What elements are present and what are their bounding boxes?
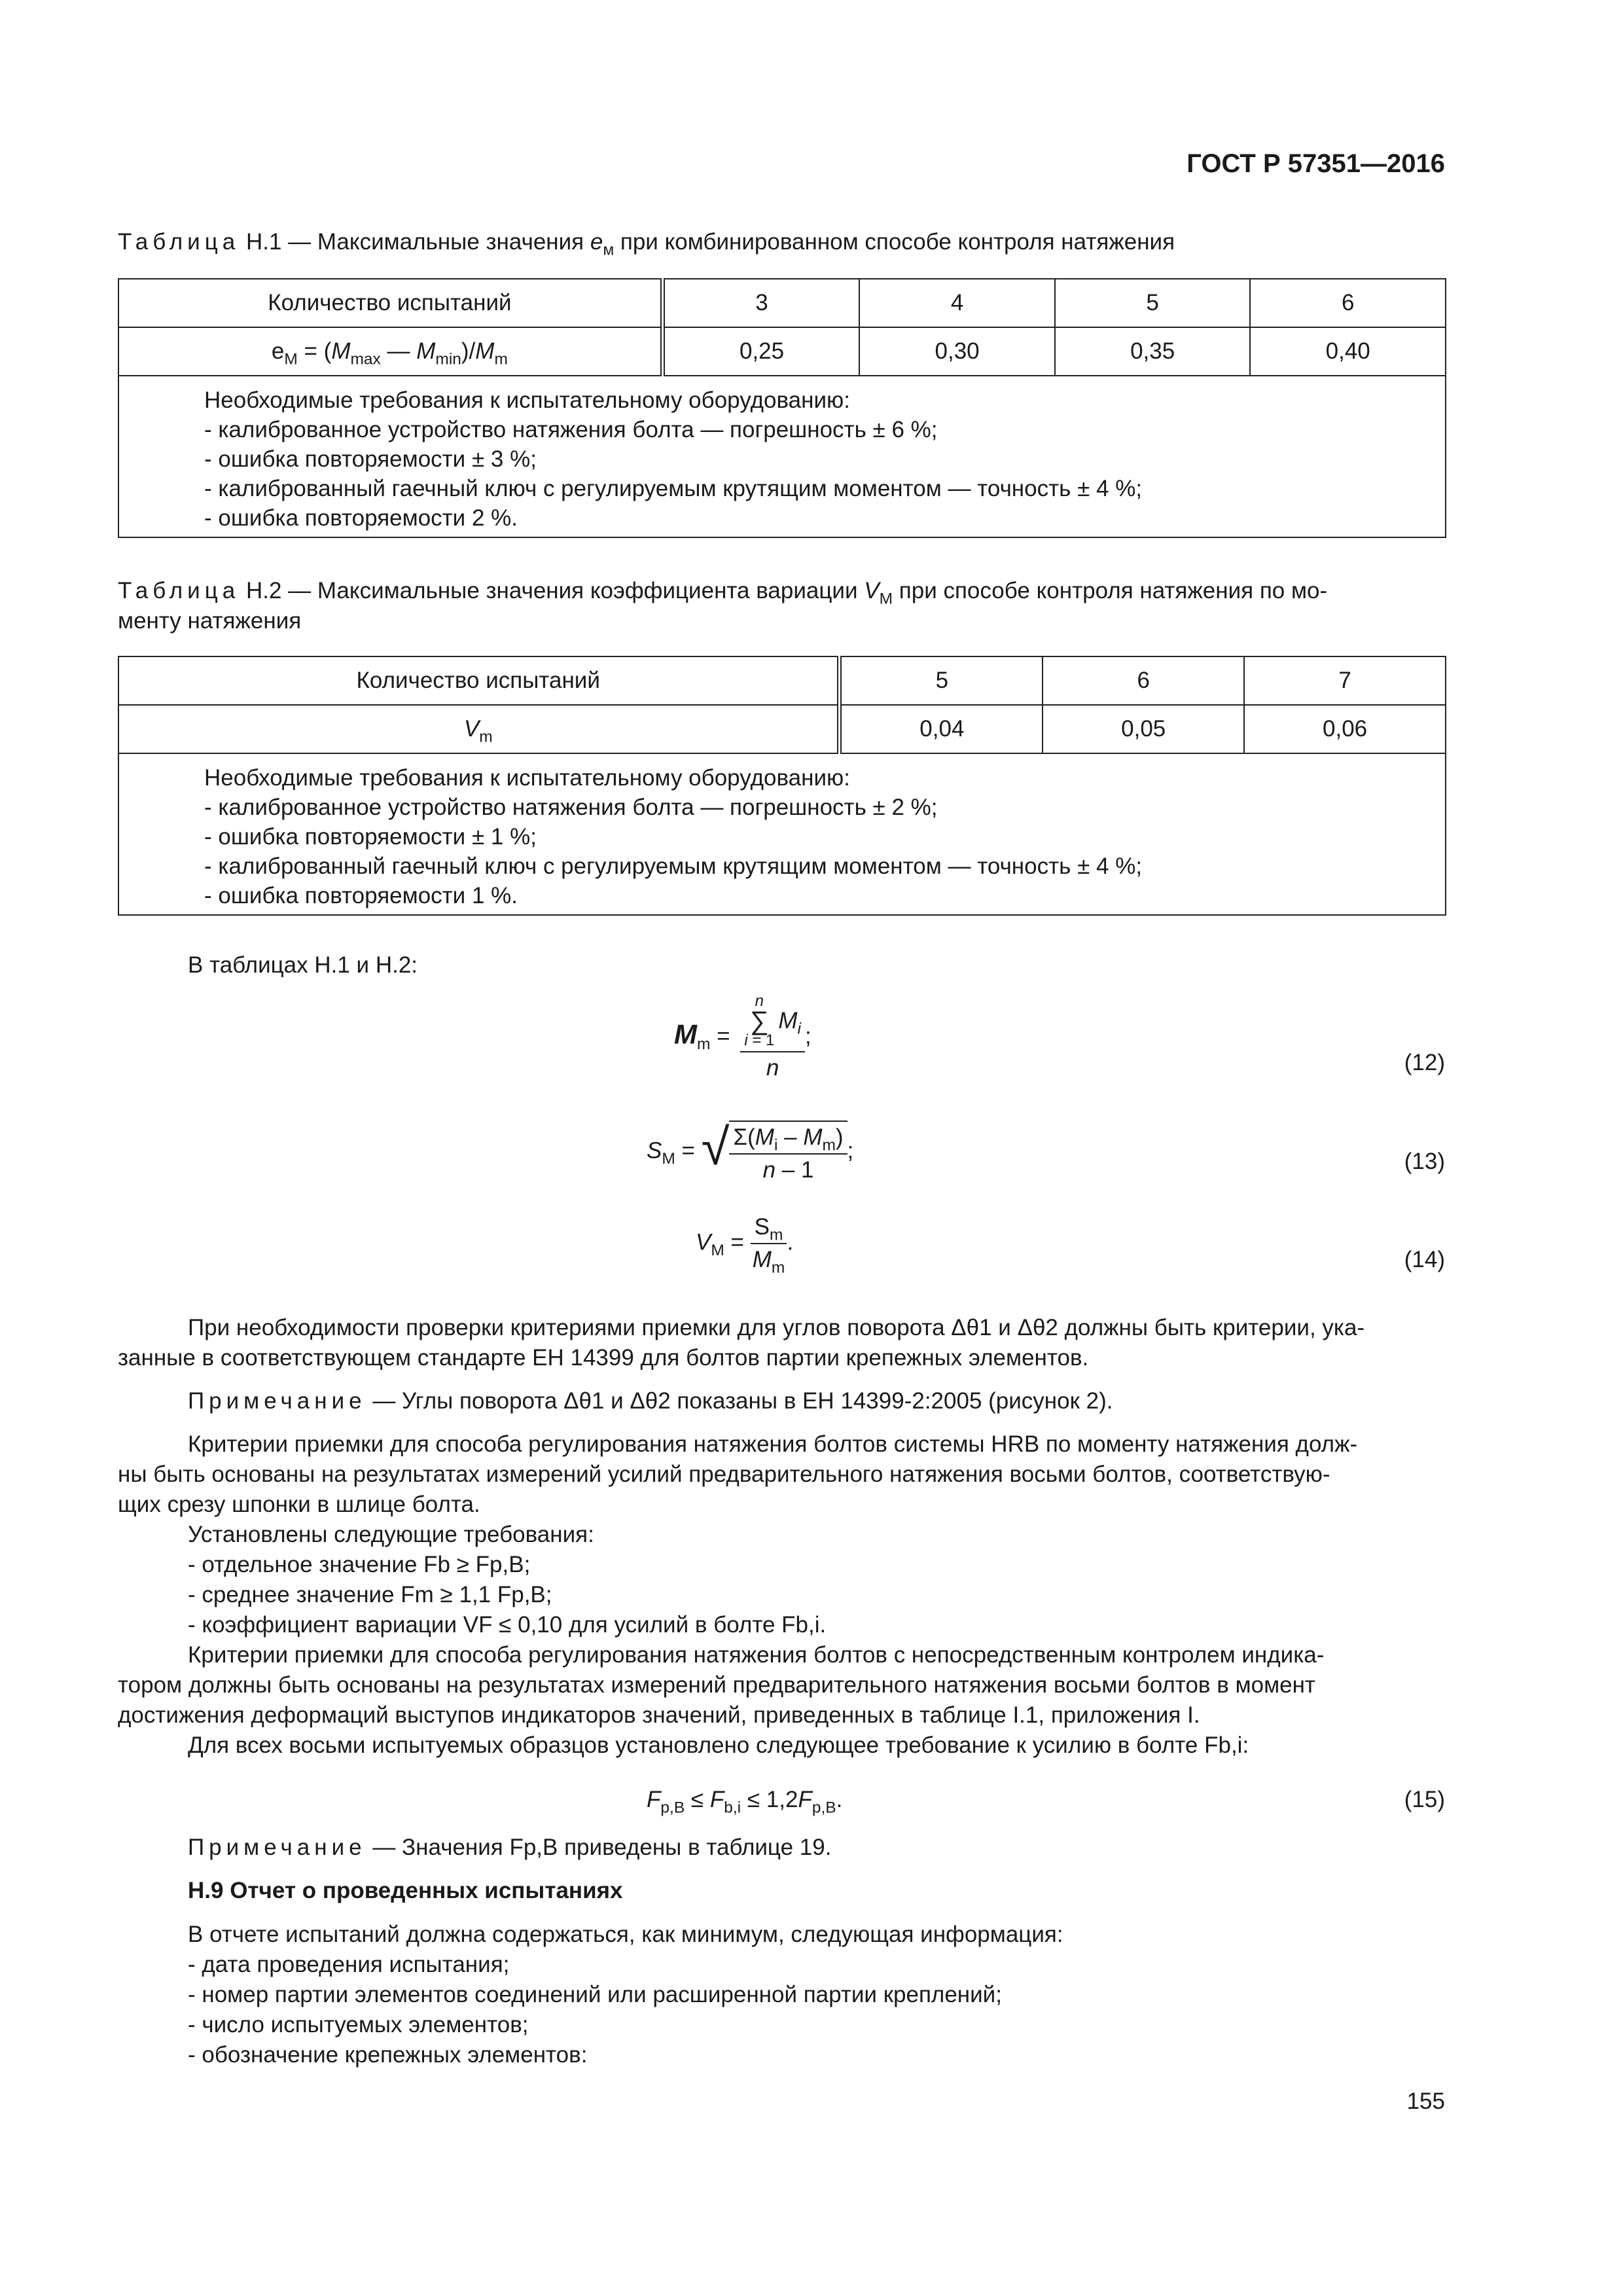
table2-notes: Необходимые требования к испытательному оборудованию: - калиброванное устройство натяжения болта — погрешность ± 2 %; - ошибка повторяемости ± 1 %; - калиброванный гаечный ключ с регулируемым крутящим моментом — точность ± 4 %; - ошибка повторяемости 1 %. [118, 753, 1446, 915]
table1-value-cell: 0,40 [1250, 327, 1446, 376]
table2-test-cell: 6 [1043, 656, 1244, 705]
table1-row-tests [118, 279, 1446, 327]
table1-value-cell: 0,30 [859, 327, 1055, 376]
equation-number-12: (12) [1404, 1050, 1445, 1075]
formula-12: $M_m$ = n ∑ i = 1 $M_i$ n ; [674, 992, 812, 1081]
table2-test-cell: 7 [1244, 656, 1446, 705]
table1-caption: Таблица Н.1 — Максимальные значения $е_м$ при комбинированном способе контроля натяжения [118, 229, 1175, 259]
table2-value-cell: 0,06 [1244, 705, 1446, 753]
table2-test-cell: 5 [840, 656, 1043, 705]
table2 [118, 656, 1446, 916]
table1-value-cell: 0,25 [662, 327, 859, 376]
list-item: - число испытуемых элементов; [188, 2012, 529, 2037]
note-1: Примечание — Углы поворота Δθ1 и Δθ2 показаны в ЕН 14399-2:2005 (рисунок 2). [188, 1388, 1113, 1414]
note-2: Примечание — Значения Fp,B приведены в таблице 19. [188, 1835, 832, 1860]
paragraph-hrb: Критерии приемки для способа регулирования натяжения болтов системы HRB по моменту натяжения долж- ны быть основаны на результатах измерений усилий предварительного натяжения восьми болтов, соответствую- щих срезу шпонки в шлице болта. Установлены следующие требования: - отдельное значение Fb ≥ Fp,B; - среднее значение Fm ≥ 1,1 Fp,B; - коэффициент вариации VF ≤ 0,10 для усилий в болте Fb,i. Критерии приемки для способа регулирования натяжения болтов с непосредственным контролем индика- тором должны быть основаны на результатах измерений предварительного натяжения восьми болтов в момент достижения деформаций выступов индикаторов значений, приведенных в таблице I.1, приложения I. Для всех восьми испытуемых образцов установлено следующее требование к усилию в болте Fb,i: [118, 1431, 1358, 1758]
table1-caption-label: Таблица [118, 229, 240, 255]
table2-row-tests [118, 656, 1446, 705]
table1-test-cell: 6 [1250, 279, 1446, 327]
equation-number-13: (13) [1404, 1149, 1445, 1174]
table2-row-notes [118, 753, 1446, 915]
note-2-label: Примечание [188, 1835, 366, 1860]
report-contents: В отчете испытаний должна содержаться, как минимум, следующая информация: - дата проведения испытания; - номер партии элементов соединений или расширенной партии креплений; - число испытуемых элементов; - обозначение крепежных элементов: [188, 1920, 1444, 2070]
table1-test-cell: 4 [859, 279, 1055, 327]
formula-15: $F_{p,B} \le F_{b,i} \le 1,2F_{p,B}$. [647, 1787, 843, 1817]
table2-caption-label: Таблица [118, 578, 240, 603]
table2-value-cell: 0,05 [1043, 705, 1244, 753]
table1 [118, 278, 1446, 538]
page-number: 155 [1406, 2089, 1445, 2114]
table1-value-cell: 0,35 [1055, 327, 1251, 376]
section-heading: Н.9 Отчет о проведенных испытаниях [188, 1878, 623, 1903]
table2-label-cell: $V_m$ [118, 705, 840, 753]
table2-caption: Таблица Н.2 — Максимальные значения коэффициента вариации $V_M$ при способе контроля натяжения по мо- менту натяжения [118, 578, 1328, 634]
table2-value-cell: 0,04 [840, 705, 1043, 753]
document-code: ГОСТ Р 57351—2016 [1186, 149, 1445, 178]
equation-number-15: (15) [1404, 1787, 1445, 1812]
table1-notes: Необходимые требования к испытательному оборудованию: - калиброванное устройство натяжения болта — погрешность ± 6 %; - ошибка повторяемости ± 3 %; - калиброванный гаечный ключ с регулируемым крутящим моментом — точность ± 4 %; - ошибка повторяемости 2 %. [118, 376, 1446, 537]
table1-header-cell: Количество испытаний [118, 279, 662, 327]
tables-intro: В таблицах Н.1 и Н.2: [188, 952, 418, 978]
paragraph-angles: При необходимости проверки критериями приемки для углов поворота Δθ1 и Δθ2 должны быть критерии, ука- занные в соответствующем стандарте ЕН 14399 для болтов партии крепежных элементов. [118, 1315, 1365, 1371]
list-item: - обозначение крепежных элементов: [188, 2042, 588, 2068]
list-item: - номер партии элементов соединений или расширенной партии креплений; [188, 1982, 1002, 2007]
formula-13: $S_M$ = √ $\frac{\Sigma(M_i - M_m)}{n - 1}$ ; [647, 1118, 854, 1183]
equation-number-14: (14) [1404, 1247, 1445, 1272]
formula-14: $V_M$ = $\frac{S_m}{M_m}$ . [696, 1214, 794, 1277]
table1-test-cell: 5 [1055, 279, 1251, 327]
table1-row-values [118, 327, 1446, 376]
table2-header-cell: Количество испытаний [118, 656, 840, 705]
note-1-label: Примечание [188, 1388, 366, 1414]
table2-row-values [118, 705, 1446, 753]
table1-test-cell: 3 [662, 279, 859, 327]
table1-row-notes [118, 376, 1446, 537]
list-item: - дата проведения испытания; [188, 1952, 510, 1977]
table1-formula-cell: $e_M = (M_{max}$ — $M_{min})/M_m$ [118, 327, 662, 376]
